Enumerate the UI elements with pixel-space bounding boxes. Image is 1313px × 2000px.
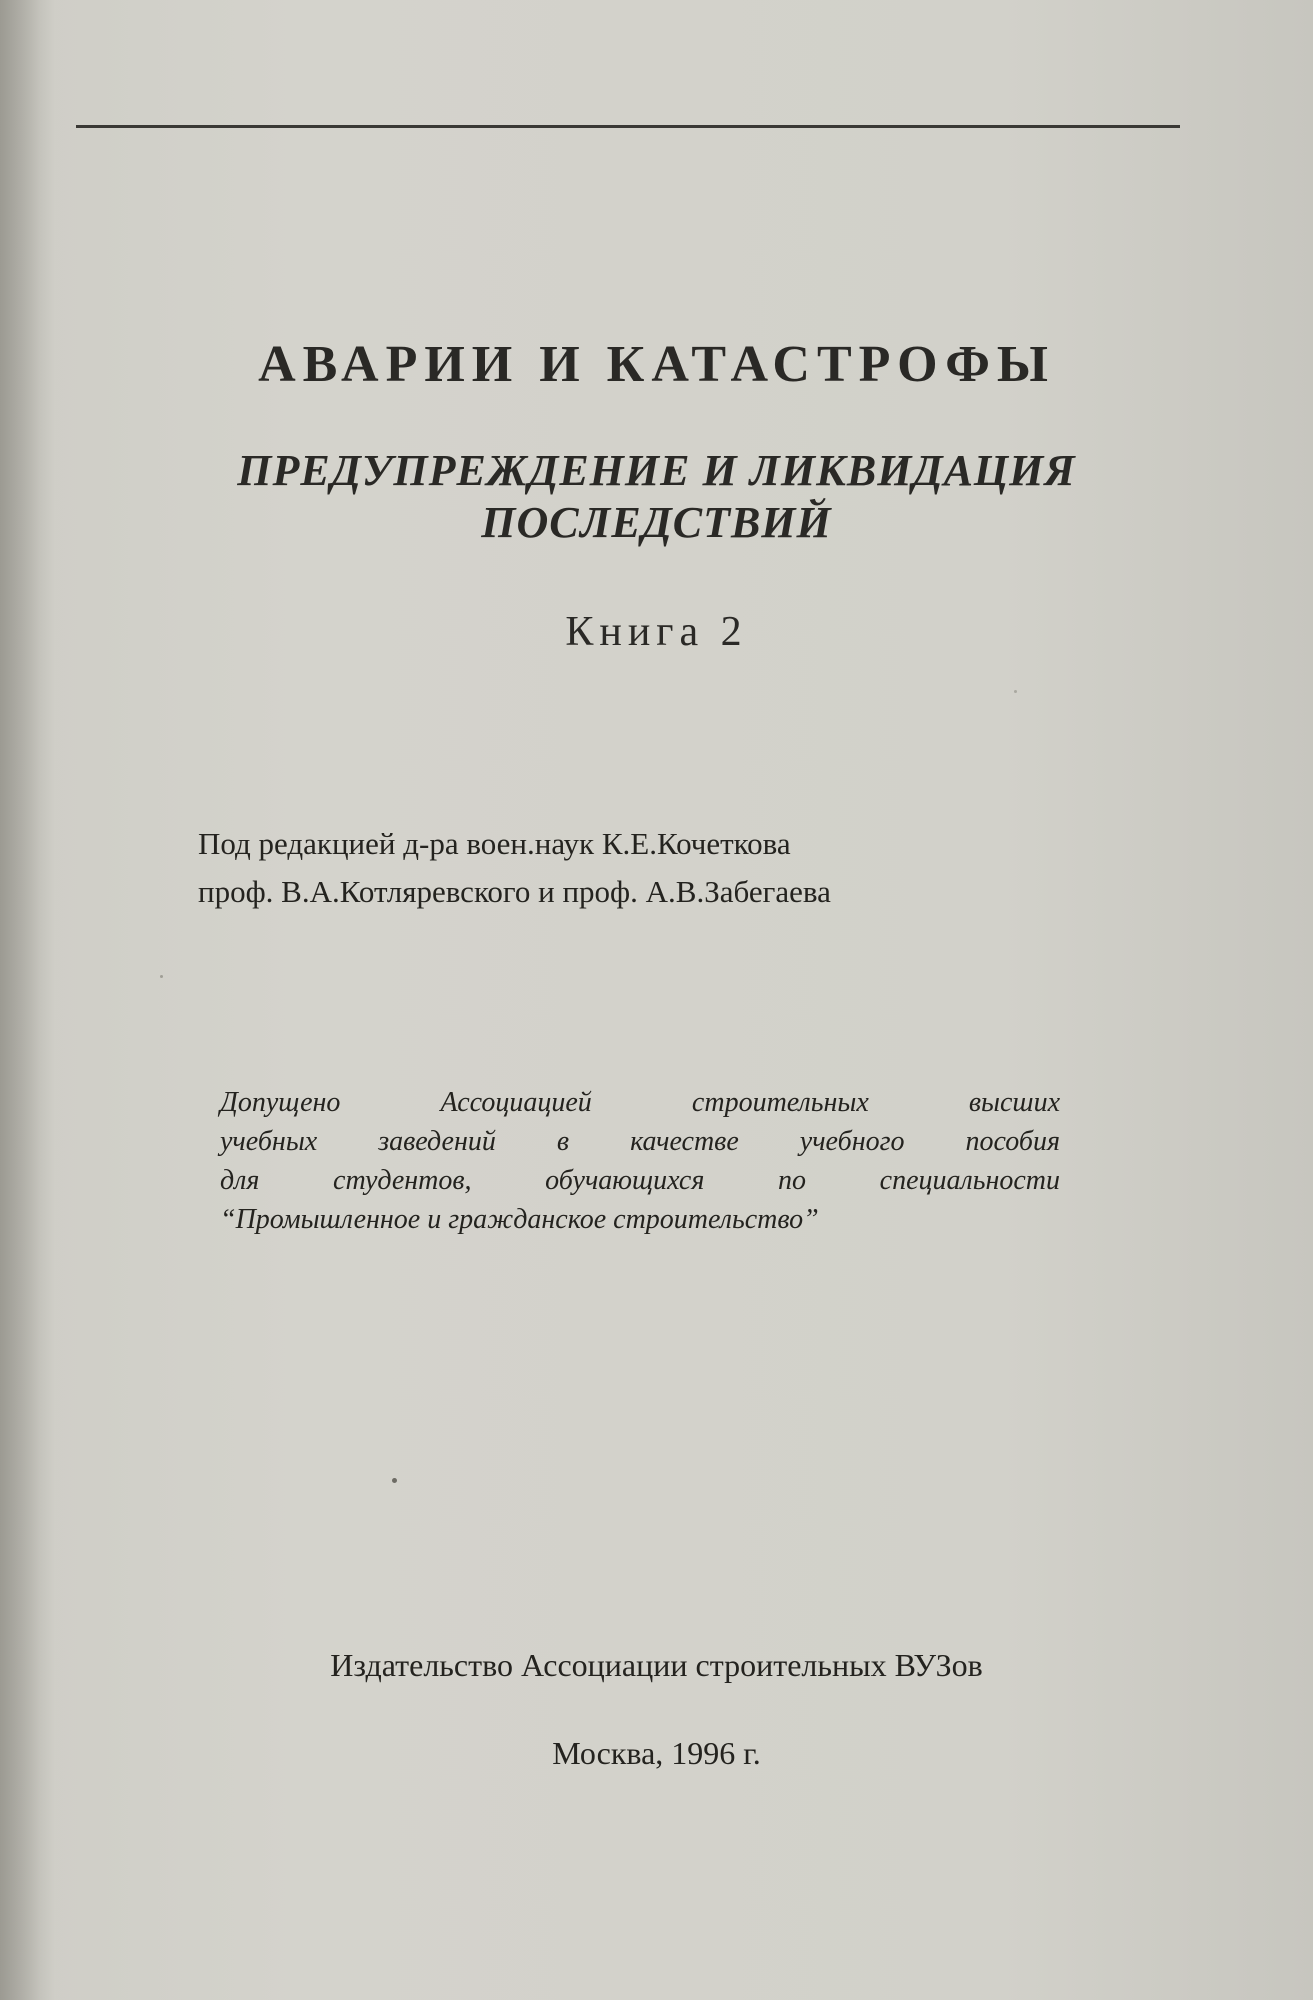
editors-block [198,820,831,916]
approval-line-4: “Промышленное и гражданское строительство” [220,1204,819,1235]
paper-speck [392,1478,397,1483]
publisher: Издательство Ассоциации строительных ВУЗов [330,1647,983,1683]
book-title: АВАРИИ И КАТАСТРОФЫ [258,336,1055,393]
top-rule [76,125,1180,128]
approval-note [220,1083,1060,1239]
approval-line-1: Допущено Ассоциацией строительных высших [220,1087,1060,1118]
book-volume: Книга 2 [565,609,748,655]
spine-shadow [0,0,55,2000]
subtitle-line-1: ПРЕДУПРЕЖДЕНИЕ И ЛИКВИДАЦИЯ [237,446,1076,495]
approval-line-2: учебных заведений в качестве учебного пособия [220,1126,1060,1157]
book-subtitle [0,445,1313,549]
editors-line-2: проф. В.А.Котляревского и проф. А.В.Забегаева [198,874,831,909]
paper-speck [1014,690,1017,693]
subtitle-line-2: ПОСЛЕДСТВИЙ [481,498,832,547]
city-year: Москва, 1996 г. [552,1735,761,1771]
paper-speck [160,975,163,978]
approval-line-3: для студентов, обучающихся по специальности [220,1165,1060,1196]
editors-line-1: Под редакцией д-ра воен.наук К.Е.Кочеткова [198,826,791,861]
